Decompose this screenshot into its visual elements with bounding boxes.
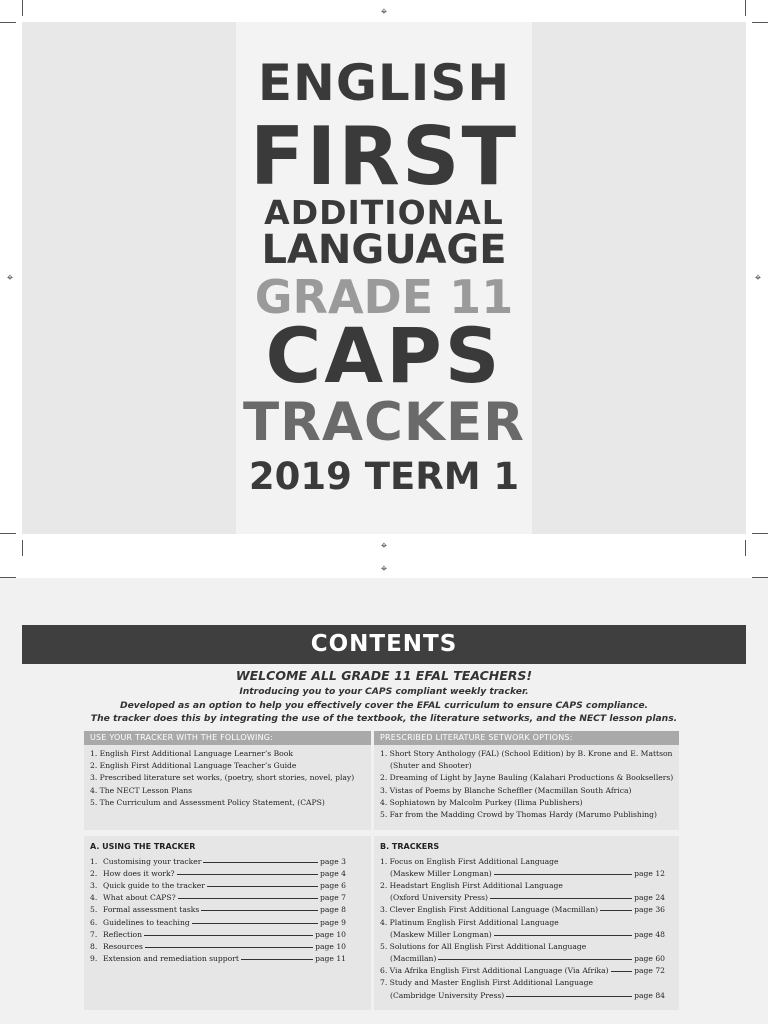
- toc-row[interactable]: [90, 953, 346, 965]
- toc-number: 9.: [90, 954, 98, 964]
- toc-row[interactable]: [380, 965, 665, 977]
- toc-entry: What about CAPS?: [103, 893, 176, 903]
- toc-page: page 84: [634, 990, 665, 1000]
- toc-leader: [438, 959, 632, 960]
- crop-mark: [745, 540, 746, 556]
- toc-entry: Formal assessment tasks: [103, 905, 200, 915]
- toc-entry: (Cambridge University Press): [390, 990, 505, 1000]
- registration-mark-icon: ⌖: [754, 271, 762, 284]
- toc-entry: 1. Focus on English First Additional Language: [380, 856, 559, 866]
- cover-title-language: LANGUAGE: [261, 227, 507, 273]
- section-a-title: A. USING THE TRACKER: [90, 842, 196, 851]
- toc-leader: [207, 886, 318, 887]
- toc-row[interactable]: [380, 867, 665, 879]
- cover-title-caps: CAPS: [265, 311, 503, 400]
- toc-leader: [490, 898, 632, 899]
- toc-entry: Quick guide to the tracker: [103, 880, 205, 890]
- toc-number: 7.: [90, 929, 98, 939]
- toc-leader: [178, 898, 318, 899]
- toc-page: page 24: [634, 893, 665, 903]
- section-b-title: B. TRACKERS: [380, 842, 440, 851]
- crop-mark: [0, 533, 16, 534]
- toc-leader: [494, 874, 632, 875]
- toc-page: page 4: [320, 868, 346, 878]
- list-item: 5. The Curriculum and Assessment Policy Statement, (CAPS): [90, 797, 325, 807]
- list-item: 3. Vistas of Poems by Blanche Scheffler (Macmillan South Africa): [380, 785, 632, 795]
- registration-mark-icon: ⌖: [380, 562, 388, 575]
- list-item: 2. Dreaming of Light by Jayne Bauling (Kalahari Productions & Booksellers): [380, 773, 674, 783]
- toc-entry: 7. Study and Master English First Additional Language: [380, 978, 593, 988]
- toc-row[interactable]: [90, 879, 346, 891]
- crop-mark: [752, 533, 768, 534]
- toc-number: 1.: [90, 856, 98, 866]
- toc-entry: 6. Via Afrika English First Additional Language (Via Afrika): [380, 966, 609, 976]
- toc-page: page 10: [315, 929, 346, 939]
- cover-title-additional: ADDITIONAL: [264, 193, 504, 232]
- cover-title-grade: GRADE 11: [254, 270, 514, 324]
- list-item: 1. English First Additional Language Learner’s Book: [90, 749, 293, 758]
- list-item: 4. Sophiatown by Malcolm Purkey (Ilima Publishers): [380, 797, 583, 807]
- toc-page: page 3: [320, 856, 346, 866]
- toc-row[interactable]: [90, 928, 346, 940]
- crop-mark: [0, 22, 16, 23]
- toc-page: page 60: [634, 954, 665, 964]
- crop-mark: [22, 0, 23, 16]
- toc-leader: [241, 959, 313, 960]
- toc-entry: 3. Clever English First Additional Language (Macmillan): [380, 905, 599, 915]
- toc-page: page 36: [634, 905, 665, 915]
- toc-page: page 48: [634, 929, 665, 939]
- toc-row[interactable]: [90, 916, 346, 928]
- toc-row[interactable]: [380, 989, 665, 1001]
- toc-row[interactable]: [380, 940, 665, 952]
- toc-entry: (Maskew Miller Longman): [390, 868, 492, 878]
- toc-entry: (Macmillan): [390, 954, 437, 964]
- toc-number: 5.: [90, 905, 98, 915]
- toc-entry: Resources: [103, 941, 143, 951]
- toc-leader: [177, 874, 318, 875]
- toc-row[interactable]: [380, 916, 665, 928]
- toc-leader: [192, 923, 318, 924]
- toc-leader: [611, 971, 633, 972]
- cover-title-term: 2019 TERM 1: [248, 455, 520, 498]
- list-item: 4. The NECT Lesson Plans: [90, 785, 193, 795]
- toc-entry: 5. Solutions for All English First Additional Language: [380, 941, 587, 951]
- toc-page: page 6: [320, 880, 346, 890]
- toc-page: page 8: [320, 905, 346, 915]
- toc-row[interactable]: [90, 940, 346, 952]
- list-item: 2. English First Additional Language Teacher’s Guide: [90, 761, 297, 771]
- toc-leader: [600, 910, 632, 911]
- toc-row[interactable]: [380, 892, 665, 904]
- toc-number: 3.: [90, 880, 98, 890]
- literature-heading: PRESCRIBED LITERATURE SETWORK OPTIONS:: [374, 731, 679, 745]
- toc-row[interactable]: [380, 928, 665, 940]
- toc-row[interactable]: [380, 879, 665, 891]
- use-tracker-list: [90, 748, 354, 809]
- toc-entry: 4. Platinum English First Additional Language: [380, 917, 559, 927]
- cover-title-first: FIRST: [249, 110, 519, 203]
- contents-heading: CONTENTS: [22, 625, 746, 664]
- list-item: (Shuter and Shooter): [390, 761, 472, 771]
- literature-list: [380, 748, 673, 821]
- toc-row[interactable]: [90, 892, 346, 904]
- toc-entry: (Maskew Miller Longman): [390, 929, 492, 939]
- toc-entry: Customising your tracker: [103, 856, 202, 866]
- list-item: 1. Short Story Anthology (FAL) (School Edition) by B. Krone and E. Mattson: [380, 749, 673, 758]
- toc-leader: [506, 996, 632, 997]
- cover-title-tracker: TRACKER: [243, 392, 525, 453]
- registration-mark-icon: ⌖: [380, 5, 388, 18]
- toc-row[interactable]: [90, 855, 346, 867]
- crop-mark: [22, 540, 23, 556]
- toc-leader: [203, 862, 318, 863]
- use-tracker-heading: USE YOUR TRACKER WITH THE FOLLOWING:: [84, 731, 371, 745]
- toc-leader: [201, 910, 318, 911]
- section-a-toc: [90, 855, 346, 965]
- registration-mark-icon: ⌖: [380, 539, 388, 552]
- welcome-heading: WELCOME ALL GRADE 11 EFAL TEACHERS!: [235, 668, 533, 683]
- intro-line: Introducing you to your CAPS compliant weekly tracker.: [239, 686, 529, 697]
- toc-page: page 12: [634, 868, 665, 878]
- toc-row[interactable]: [380, 953, 665, 965]
- toc-page: page 11: [315, 954, 346, 964]
- list-item: 5. Far from the Madding Crowd by Thomas Hardy (Marumo Publishing): [380, 810, 657, 820]
- toc-row[interactable]: [90, 867, 346, 879]
- cover-title-english: ENGLISH: [257, 54, 511, 112]
- toc-row[interactable]: [380, 904, 665, 916]
- toc-page: page 72: [634, 966, 665, 976]
- toc-row[interactable]: [90, 904, 346, 916]
- toc-entry: Extension and remediation support: [103, 954, 239, 964]
- toc-number: 4.: [90, 893, 98, 903]
- toc-page: page 9: [320, 917, 346, 927]
- crop-mark: [745, 0, 746, 16]
- toc-leader: [494, 935, 632, 936]
- toc-leader: [144, 935, 313, 936]
- toc-entry: 2. Headstart English First Additional Language: [380, 880, 563, 890]
- registration-mark-icon: ⌖: [6, 271, 14, 284]
- toc-leader: [145, 947, 313, 948]
- toc-entry: Reflection: [103, 929, 142, 939]
- toc-entry: Guidelines to teaching: [103, 917, 190, 927]
- toc-row[interactable]: [380, 855, 665, 867]
- toc-number: 2.: [90, 868, 98, 878]
- crop-mark: [752, 22, 768, 23]
- list-item: 3. Prescribed literature set works, (poetry, short stories, novel, play): [90, 773, 355, 783]
- section-b-toc: [380, 855, 665, 1001]
- toc-page: page 7: [320, 893, 346, 903]
- toc-number: 8.: [90, 941, 98, 951]
- intro-line: The tracker does this by integrating the use of the textbook, the literature setworks, and the NECT lesson plans.: [90, 713, 678, 724]
- intro-line: Developed as an option to help you effectively cover the EFAL curriculum to ensure CAPS compliance.: [119, 700, 649, 711]
- toc-entry: How does it work?: [103, 868, 175, 878]
- toc-row[interactable]: [380, 977, 665, 989]
- toc-number: 6.: [90, 917, 98, 927]
- toc-page: page 10: [315, 941, 346, 951]
- toc-entry: (Oxford University Press): [390, 893, 488, 903]
